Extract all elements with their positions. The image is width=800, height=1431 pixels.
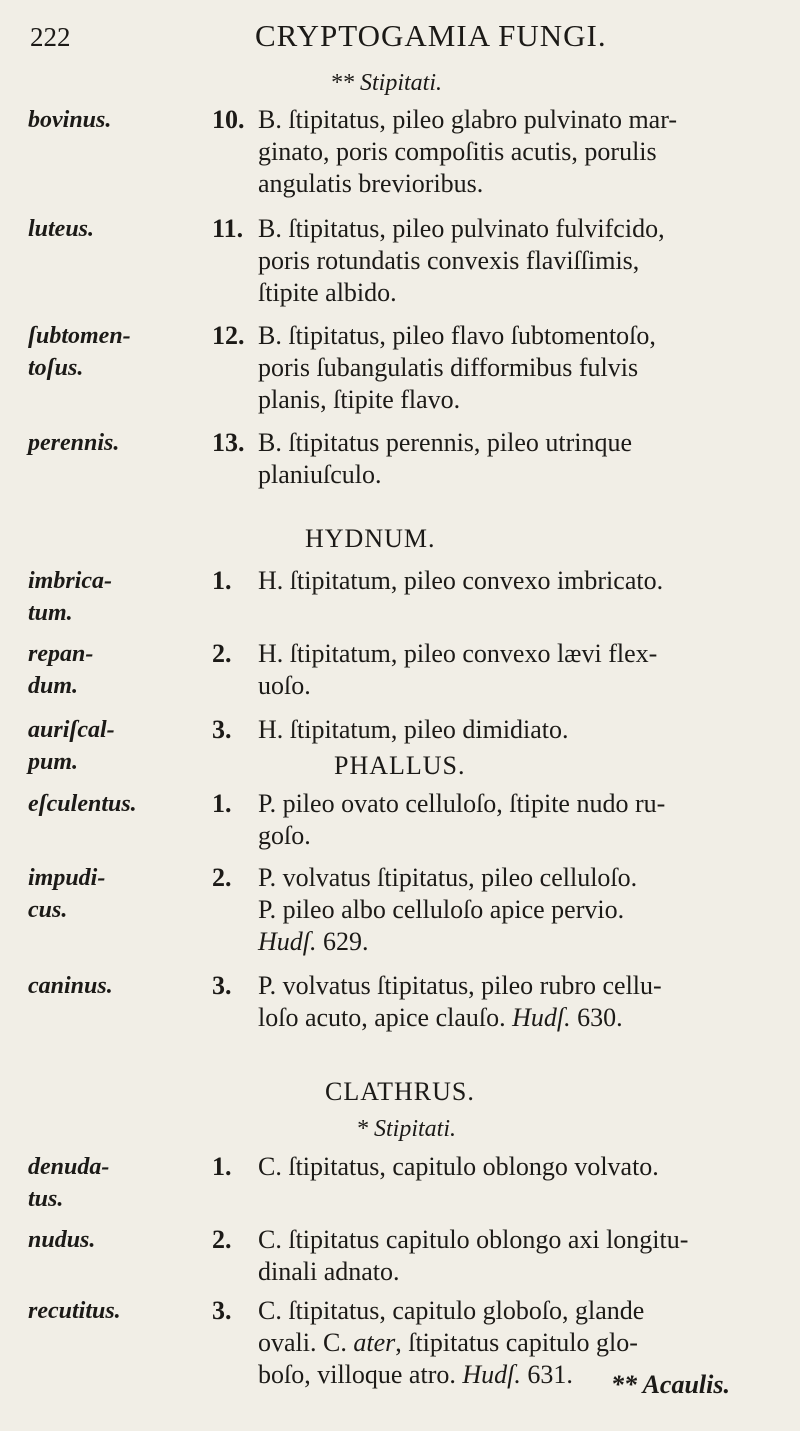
text-line: planis, ſtipite flavo. — [258, 385, 461, 414]
entry-name — [28, 862, 228, 926]
italic-term: ater — [353, 1328, 396, 1357]
entry-text — [258, 714, 788, 746]
name-line: impudi- — [28, 865, 106, 891]
text-line: H. ſtipitatum, pileo convexo imbricato. — [258, 566, 664, 595]
entry-text — [258, 565, 788, 597]
text-line: C. ſtipitatus capitulo oblongo axi longitu- — [258, 1225, 689, 1254]
entry-number: 1. — [212, 789, 232, 818]
text-line: H. ſtipitatum, pileo convexo lævi flex- — [258, 639, 658, 668]
text-line: C. ſtipitatus, capitulo oblongo volvato. — [258, 1152, 659, 1181]
text-line: uoſo. — [258, 671, 311, 700]
name-line: tum. — [28, 600, 73, 626]
entry-text — [258, 1151, 788, 1183]
entry-text — [258, 213, 788, 309]
text-line: B. ſtipitatus, pileo pulvinato fulvifcido, — [258, 214, 665, 243]
text-line: P. pileo albo celluloſo apice pervio. — [258, 895, 625, 924]
entry-name: caninus. — [28, 973, 113, 999]
text-line: poris rotundatis convexis flaviſſimis, — [258, 246, 640, 275]
entry-number: 11. — [212, 214, 244, 243]
text-line: goſo. — [258, 821, 311, 850]
name-line: dum. — [28, 673, 79, 699]
text-line — [258, 1327, 788, 1359]
entry-number: 10. — [212, 105, 245, 134]
text-segment: loſo acuto, apice clauſo. — [258, 1003, 506, 1032]
text-line — [258, 926, 788, 958]
running-title: CRYPTOGAMIA FUNGI. — [255, 18, 607, 53]
text-line: B. ſtipitatus, pileo glabro pulvinato mar- — [258, 105, 678, 134]
name-line: auriſcal- — [28, 717, 115, 743]
entry-name — [28, 1151, 228, 1215]
text-line — [258, 1002, 788, 1034]
text-segment: boſo, villoque atro. — [258, 1360, 456, 1389]
entry-number: 13. — [212, 428, 245, 457]
entry-text — [258, 788, 788, 852]
entry-text — [258, 970, 788, 1034]
entry-name — [28, 565, 228, 629]
entry-name: recutitus. — [28, 1298, 121, 1324]
text-line: P. volvatus ſtipitatus, pileo celluloſo. — [258, 863, 638, 892]
entry-name — [28, 714, 228, 778]
section-heading-clathrus: CLATHRUS. — [325, 1077, 475, 1106]
entry-number: 1. — [212, 566, 232, 595]
citation-number: 629. — [316, 927, 369, 956]
name-line: pum. — [28, 749, 79, 775]
entry-text — [258, 1224, 788, 1288]
entry-name: eſculentus. — [28, 791, 137, 817]
entry-number: 1. — [212, 1152, 232, 1181]
entry-number: 2. — [212, 863, 232, 892]
entry-text — [258, 862, 788, 958]
entry-text — [258, 104, 788, 200]
entry-number: 3. — [212, 715, 232, 744]
entry-name: bovinus. — [28, 107, 112, 133]
text-line: angulatis brevioribus. — [258, 169, 484, 198]
section-heading-phallus: PHALLUS. — [334, 751, 466, 780]
name-line: tus. — [28, 1186, 64, 1212]
citation: Hudſ. — [512, 1003, 571, 1032]
entry-name: luteus. — [28, 216, 95, 242]
entry-number: 2. — [212, 639, 232, 668]
citation-number: 631. — [520, 1360, 573, 1389]
entry-name: perennis. — [28, 430, 120, 456]
text-line: P. volvatus ſtipitatus, pileo rubro cellu- — [258, 971, 662, 1000]
section-heading-hydnum: HYDNUM. — [305, 524, 436, 553]
entry-number: 12. — [212, 321, 245, 350]
text-segment: ovali. C. — [258, 1328, 347, 1357]
text-line: B. ſtipitatus perennis, pileo utrinque — [258, 428, 633, 457]
text-line: P. pileo ovato celluloſo, ſtipite nudo ru- — [258, 789, 666, 818]
text-line: ſtipite albido. — [258, 278, 397, 307]
name-line: ſubtomen- — [28, 323, 131, 349]
entry-number: 3. — [212, 971, 232, 1000]
text-segment: , ſtipitatus capitulo glo- — [395, 1328, 638, 1357]
text-line: ginato, poris compoſitis acutis, porulis — [258, 137, 657, 166]
entry-text — [258, 638, 788, 702]
text-line: poris ſubangulatis difformibus fulvis — [258, 353, 639, 382]
citation-number: 630. — [570, 1003, 623, 1032]
catchword: ** Acaulis. — [611, 1370, 730, 1399]
text-line: planiuſculo. — [258, 460, 382, 489]
citation: Hudſ. — [258, 927, 317, 956]
text-line: H. ſtipitatum, pileo dimidiato. — [258, 715, 569, 744]
entry-text — [258, 427, 788, 491]
citation: Hudſ. — [462, 1360, 521, 1389]
text-line: B. ſtipitatus, pileo flavo ſubtomentoſo, — [258, 321, 656, 350]
text-line: C. ſtipitatus, capitulo globoſo, glande — [258, 1296, 645, 1325]
page-number: 222 — [30, 22, 71, 52]
entry-number: 2. — [212, 1225, 232, 1254]
name-line: imbrica- — [28, 568, 112, 594]
entry-name — [28, 638, 228, 702]
name-line: cus. — [28, 897, 68, 923]
entry-name: nudus. — [28, 1227, 96, 1253]
entry-text — [258, 320, 788, 416]
entry-number: 3. — [212, 1296, 232, 1325]
section-stipitati: ** Stipitati. — [330, 70, 443, 96]
name-line: repan- — [28, 641, 94, 667]
section-stipitati-clathrus: * Stipitati. — [356, 1116, 457, 1142]
name-line: denuda- — [28, 1154, 110, 1180]
text-line: dinali adnato. — [258, 1257, 400, 1286]
name-line: toſus. — [28, 355, 84, 381]
entry-name — [28, 320, 228, 384]
